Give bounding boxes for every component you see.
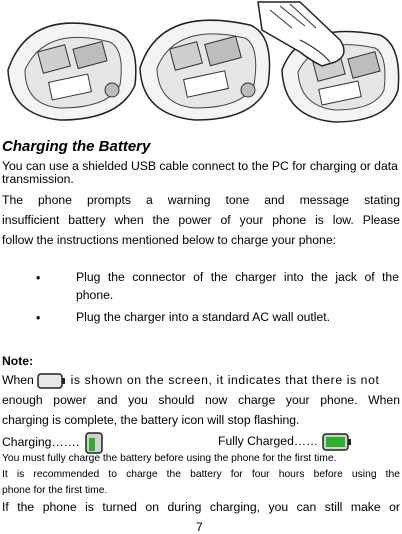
fully-charged-status-line	[218, 432, 352, 452]
when-rest-text: is shown on the screen, it indicates that there is not	[70, 373, 380, 388]
body-paragraph-line-1: The phone prompts a warning tone and message stating	[2, 193, 400, 207]
instruction-bullet-2: Plug the charger into a standard AC wall outlet.	[76, 310, 331, 324]
low-battery-note-line-1	[2, 372, 400, 390]
when-word: When	[2, 373, 34, 388]
small-note-line-2: It is recommended to charge the battery for four hours before using the	[2, 469, 400, 480]
battery-installation-figures	[0, 0, 402, 130]
body-paragraph-line-3: follow the instructions mentioned below to charge your phone:	[2, 233, 337, 247]
note-label: Note:	[2, 354, 34, 368]
last-paragraph-line: If the phone is turned on during charging, you can still make or	[2, 500, 400, 514]
intro-paragraph: You can use a shielded USB cable connect to the PC for charging or data transmission.	[2, 159, 398, 186]
phone-back-illustration-1	[8, 23, 136, 120]
small-note-line-3: phone for the first time.	[2, 485, 108, 496]
phone-back-illustration-2	[140, 20, 270, 120]
small-note-line-1: You must fully charge the battery before using the phone for the first time.	[2, 453, 337, 464]
charging-label: Charging…….	[2, 435, 80, 450]
section-heading: Charging the Battery	[2, 138, 151, 155]
page-number: 7	[196, 520, 203, 534]
bullet-marker: •	[36, 311, 41, 325]
fully-charged-label: Fully Charged……	[218, 434, 319, 449]
full-battery-icon	[322, 432, 352, 452]
instruction-bullet-1: Plug the connector of the charger into the jack of the phone.	[76, 270, 399, 302]
bullet-marker: •	[36, 271, 41, 285]
body-paragraph-line-2: insufficient battery when the power of your phone is low. Please	[2, 213, 400, 227]
low-battery-icon	[37, 372, 67, 390]
low-battery-note-line-2: enough power and you should now charge your phone. When	[2, 393, 400, 407]
low-battery-note-line-3: charging is complete, the battery icon will stop flashing.	[2, 413, 300, 427]
